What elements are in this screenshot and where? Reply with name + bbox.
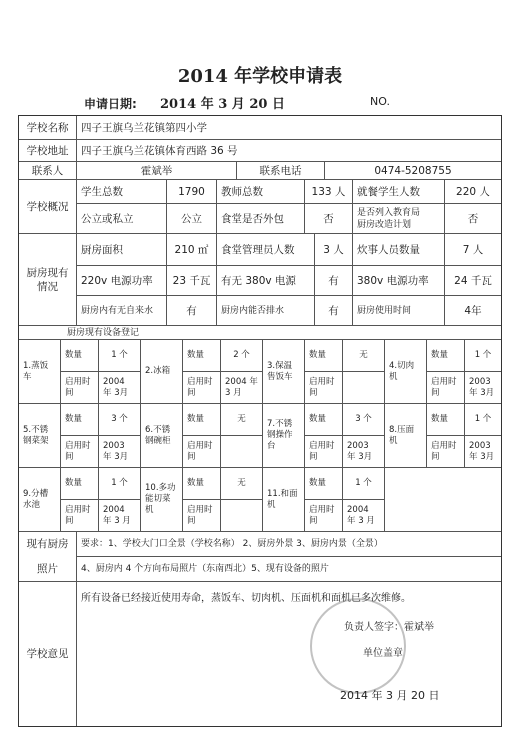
application-form-table — [18, 115, 502, 727]
equipment-time-value — [99, 436, 141, 468]
equipment-name: 8.压面机 — [385, 404, 427, 468]
equipment-time-line1: 2003 — [103, 440, 125, 451]
equipment-time-line2: 3 月 — [225, 387, 242, 398]
equipment-time-label-line1: 启用时 — [187, 376, 213, 387]
equipment-time-line1: 2004 — [103, 504, 125, 515]
phone: 0474-5208755 — [325, 162, 501, 180]
equipment-qty-label: 数量 — [305, 340, 343, 372]
equipment-time-line2: 年 3月 — [103, 451, 129, 462]
equipment-time-value — [221, 500, 263, 532]
equipment-time-line1: 2004 年 — [225, 376, 258, 387]
apply-date-label: 申请日期: — [84, 97, 137, 111]
equipment-qty-value: 2 个 — [221, 340, 263, 372]
equipment-time-label — [305, 372, 343, 404]
equipment-qty-label: 数量 — [305, 404, 343, 436]
equipment-qty-label: 数量 — [61, 404, 99, 436]
photo-req-line1: 要求：1、学校大门口全景（学校名称） 2、厨房外景 3、厨房内景（全景） — [77, 532, 501, 557]
equipment-time-label-line1: 启用时 — [431, 376, 457, 387]
equipment-time-label-line2: 间 — [65, 387, 74, 398]
has380-value: 有 — [315, 266, 353, 296]
teachers-value: 133 人 — [305, 180, 353, 204]
equipment-time-value — [343, 372, 385, 404]
cooks-value: 7 人 — [445, 234, 501, 266]
plan-label-line2: 厨房改造计划 — [357, 219, 412, 230]
equipment-time-label — [183, 436, 221, 468]
equipment-time-label — [183, 372, 221, 404]
equipment-name: 2.冰箱 — [141, 340, 183, 404]
equipment-time-label — [183, 500, 221, 532]
equipment-qty-value: 1 个 — [465, 340, 501, 372]
equipment-time-line1: 2003 — [469, 440, 491, 451]
equipment-time-label-line1: 启用时 — [309, 376, 335, 387]
type-value: 公立 — [167, 204, 217, 234]
students-label: 学生总数 — [77, 180, 167, 204]
apply-date: 2014 年 3 月 20 日 — [160, 97, 285, 112]
equipment-time-label-line1: 启用时 — [431, 440, 457, 451]
teachers-label: 教师总数 — [217, 180, 305, 204]
equipment-name: 10.多功能切菜机 — [141, 468, 183, 532]
equipment-time-value — [99, 372, 141, 404]
cooks-label: 炊事人员数量 — [353, 234, 445, 266]
equipment-name: 1.蒸饭车 — [19, 340, 61, 404]
equipment-time-value — [221, 372, 263, 404]
p220-value: 23 千瓦 — [167, 266, 217, 296]
equipment-time-line2: 年 3月 — [469, 387, 495, 398]
equipment-time-line2: 年 3 月 — [103, 515, 131, 526]
equipment-time-value — [465, 372, 501, 404]
equipment-time-label-line2: 间 — [65, 451, 74, 462]
water-label: 厨房内有无自来水 — [77, 296, 167, 326]
equipment-time-label-line1: 启用时 — [65, 504, 91, 515]
equipment-time-line2: 年 3月 — [347, 451, 373, 462]
equipment-name: 6.不锈钢碗柜 — [141, 404, 183, 468]
equipment-qty-label: 数量 — [427, 404, 465, 436]
opinion-text: 所有设备已经接近使用寿命，蒸饭车、切肉机、压面机和面机已多次维修。 — [81, 593, 411, 604]
equipment-time-line1: 2004 — [347, 504, 369, 515]
equipment-time-value — [221, 436, 263, 468]
equipment-qty-label: 数量 — [61, 340, 99, 372]
school-addr-label: 学校地址 — [19, 140, 77, 162]
kitchen-label-line2: 情况 — [37, 280, 58, 293]
contact-name: 霍斌举 — [77, 162, 237, 180]
equipment-name: 5.不锈钢菜架 — [19, 404, 61, 468]
years-value: 4年 — [445, 296, 501, 326]
equipment-name: 9.分槽水池 — [19, 468, 61, 532]
staff-value: 3 人 — [315, 234, 353, 266]
equipment-time-label-line2: 间 — [65, 515, 74, 526]
equipment-qty-value: 无 — [221, 404, 263, 436]
plan-label — [353, 204, 445, 234]
equipment-time-value — [99, 500, 141, 532]
equipment-qty-value: 1 个 — [343, 468, 385, 500]
equipment-qty-value: 无 — [221, 468, 263, 500]
area-value: 210 ㎡ — [167, 234, 217, 266]
equipment-time-label-line2: 间 — [431, 387, 440, 398]
equipment-time-value — [343, 436, 385, 468]
equipment-time-label-line2: 间 — [187, 387, 196, 398]
equipment-time-line1: 2003 — [469, 376, 491, 387]
water-value: 有 — [167, 296, 217, 326]
equipment-name: 11.和面机 — [263, 468, 305, 532]
equipment-time-line1: 2003 — [347, 440, 369, 451]
p380-value: 24 千瓦 — [445, 266, 501, 296]
kitchen-label — [19, 234, 77, 326]
equipment-time-line2: 年 3月 — [103, 387, 129, 398]
plan-value: 否 — [445, 204, 501, 234]
equipment-heading: 厨房现有设备登记 — [19, 326, 501, 340]
equipment-time-value — [343, 500, 385, 532]
equipment-qty-value: 1 个 — [99, 468, 141, 500]
equipment-qty-label: 数量 — [305, 468, 343, 500]
photos-label — [19, 532, 77, 582]
school-addr: 四子王旗乌兰花镇体育西路 36 号 — [77, 140, 501, 162]
equipment-time-line2: 年 3月 — [469, 451, 495, 462]
outsource-label: 食堂是否外包 — [217, 204, 305, 234]
photo-req-line2: 4、厨房内 4 个方向布局照片（东南西北）5、现有设备的照片 — [77, 557, 501, 582]
equipment-time-label — [61, 372, 99, 404]
equipment-time-label-line1: 启用时 — [309, 504, 335, 515]
equipment-time-label — [427, 436, 465, 468]
opinion-date: 2014 年 3 月 20 日 — [340, 689, 440, 702]
dining-label: 就餐学生人数 — [353, 180, 445, 204]
equipment-time-label-line1: 启用时 — [187, 504, 213, 515]
equipment-name: 3.保温售饭车 — [263, 340, 305, 404]
equipment-qty-label: 数量 — [183, 340, 221, 372]
equipment-time-label — [61, 436, 99, 468]
equipment-time-label — [427, 372, 465, 404]
type-label: 公立或私立 — [77, 204, 167, 234]
opinion-label: 学校意见 — [19, 582, 77, 726]
equipment-time-label — [305, 500, 343, 532]
p220-label: 220v 电源功率 — [77, 266, 167, 296]
equipment-qty-value: 3 个 — [99, 404, 141, 436]
equipment-time-label-line1: 启用时 — [65, 376, 91, 387]
equipment-empty-cell — [385, 468, 501, 532]
equipment-time-value — [465, 436, 501, 468]
outsource-value: 否 — [305, 204, 353, 234]
signer-line — [344, 618, 434, 633]
form-title: 2014 年学校申请表 — [177, 66, 343, 87]
phone-label: 联系电话 — [237, 162, 325, 180]
equipment-time-label-line2: 间 — [187, 451, 196, 462]
signer-label: 负责人签字： — [344, 622, 404, 633]
equipment-time-label-line1: 启用时 — [187, 440, 213, 451]
equipment-time-label-line2: 间 — [187, 515, 196, 526]
equipment-time-label-line2: 间 — [309, 387, 318, 398]
equipment-grid — [19, 340, 501, 532]
equipment-time-label-line1: 启用时 — [65, 440, 91, 451]
signer-name: 霍斌举 — [404, 622, 434, 633]
students-value: 1790 — [167, 180, 217, 204]
drain-label: 厨房内能否排水 — [217, 296, 315, 326]
contact-label: 联系人 — [19, 162, 77, 180]
equipment-qty-value: 无 — [343, 340, 385, 372]
kitchen-label-line1: 厨房现有 — [26, 266, 69, 279]
equipment-time-label — [305, 436, 343, 468]
p380-label: 380v 电源功率 — [353, 266, 445, 296]
photos-label-line1: 现有厨房 — [26, 538, 69, 551]
equipment-time-line2: 年 3 月 — [347, 515, 375, 526]
school-name: 四子王旗乌兰花镇第四小学 — [77, 116, 501, 140]
equipment-qty-label: 数量 — [183, 404, 221, 436]
overview-label: 学校概况 — [19, 180, 77, 234]
equipment-qty-label: 数量 — [183, 468, 221, 500]
plan-label-line1: 是否列入教育局 — [357, 207, 421, 218]
equipment-name: 7.不锈钢操作台 — [263, 404, 305, 468]
equipment-qty-label: 数量 — [427, 340, 465, 372]
equipment-qty-value: 1 个 — [465, 404, 501, 436]
drain-value: 有 — [315, 296, 353, 326]
equipment-time-label — [61, 500, 99, 532]
equipment-name: 4.切肉机 — [385, 340, 427, 404]
dining-value: 220 人 — [445, 180, 501, 204]
form-number-label: NO. — [370, 95, 390, 108]
area-label: 厨房面积 — [77, 234, 167, 266]
equipment-time-label-line2: 间 — [309, 515, 318, 526]
equipment-time-line1: 2004 — [103, 376, 125, 387]
school-name-label: 学校名称 — [19, 116, 77, 140]
equipment-time-label-line2: 间 — [431, 451, 440, 462]
staff-label: 食堂管理员人数 — [217, 234, 315, 266]
equipment-qty-value: 3 个 — [343, 404, 385, 436]
equipment-qty-value: 1 个 — [99, 340, 141, 372]
equipment-time-label-line2: 间 — [309, 451, 318, 462]
years-label: 厨房使用时间 — [353, 296, 445, 326]
photos-label-line2: 照片 — [37, 562, 58, 575]
equipment-qty-label: 数量 — [61, 468, 99, 500]
equipment-time-label-line1: 启用时 — [309, 440, 335, 451]
has380-label: 有无 380v 电源 — [217, 266, 315, 296]
seal-label: 单位盖章 — [363, 648, 403, 659]
